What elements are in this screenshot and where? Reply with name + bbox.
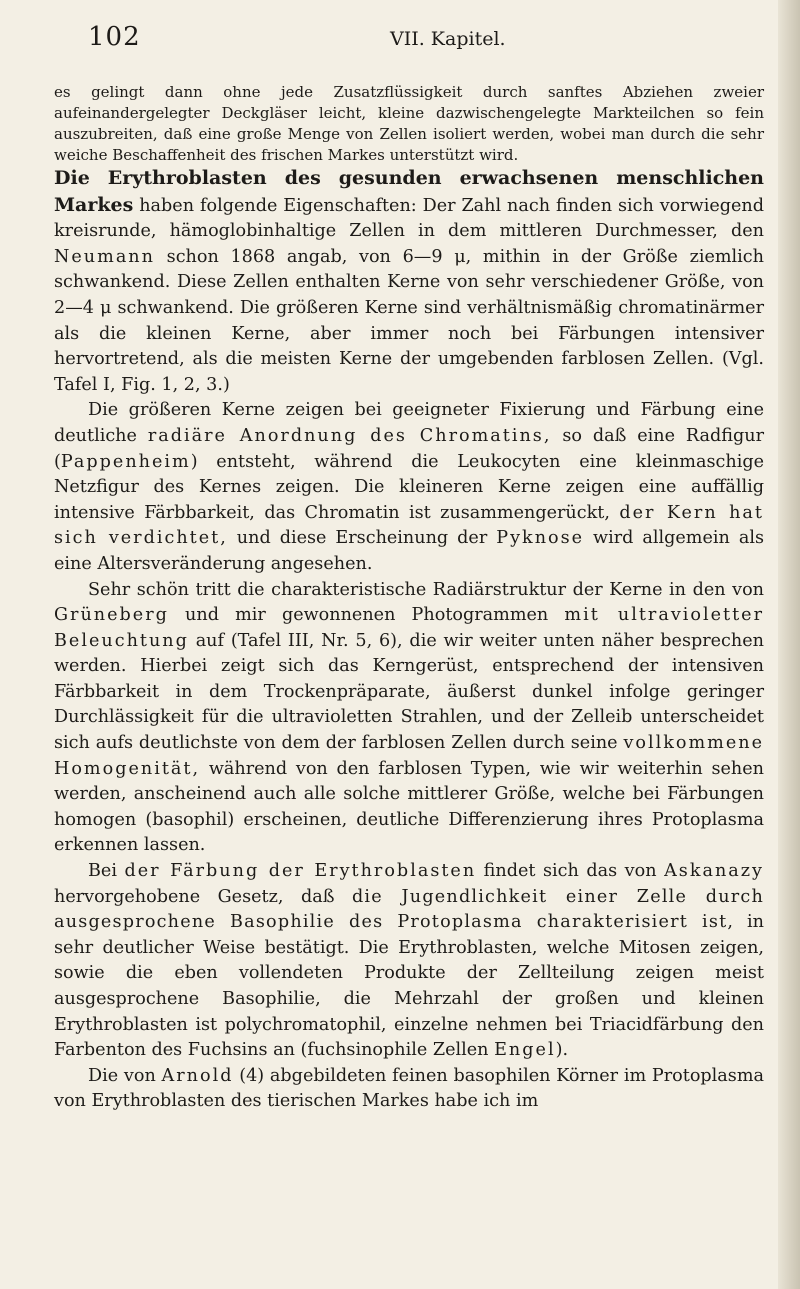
page-number: 102 — [88, 22, 141, 52]
text-span: und diese Erscheinung der — [227, 528, 497, 549]
text-span: schon 1868 angab, von 6—9 μ, mithin in der Größe ziemlich schwankend. Diese Zellen enthalten Kerne von sehr verschiedener Größe, von 2—4 μ schwankend. Die größeren Kerne sind verhältnismäßig chromatinärmer als die kleinen Kerne, aber immer noch bei Färbungen intensiver hervortretend, als die meisten Kerne der umgebenden farblosen Zellen. (Vgl. Tafel I, Fig. 1, 2, 3.) — [54, 246, 764, 395]
paragraph-3 — [54, 578, 764, 860]
author-arnold: Arnold — [161, 1065, 234, 1086]
intro-paragraph: es gelingt dann ohne jede Zusatzflüssigkeit durch sanftes Abziehen zweier aufeinandergelegter Deckgläser leicht, kleine dazwischengelegte Markteilchen so fein auszubreiten, daß eine große Menge von Zellen isoliert werden, wobei man durch die sehr weiche Beschaffenheit des frischen Markes unterstützt wird. — [54, 83, 764, 164]
chapter-title: VII. Kapitel. — [390, 28, 506, 50]
text-span: auf (Tafel III, Nr. 5, 6), die wir weiter unten näher besprechen werden. Hierbei zeigt sich das Kerngerüst, entsprechend der intensiven Färbbarkeit in dem Trockenpräparate, äußerst dunkel infolge geringer Durchlässigkeit für die ultravioletten Strahlen, und der Zelleib unterscheidet sich aufs deutlichste von dem der farblosen Zellen durch seine — [54, 630, 764, 754]
paragraph-5 — [54, 1064, 764, 1115]
paragraph-2 — [54, 398, 764, 577]
paragraph-1 — [54, 166, 764, 398]
text-span: haben folgende Eigenschaften: Der Zahl nach finden sich vorwiegend kreisrunde, hämoglobinhaltige Zellen in dem mittleren Durchmesser, den — [54, 195, 764, 242]
emph-jugendlichkeit: die Jugendlichkeit einer Zelle durch ausgesprochene Basophilie des Protoplasma charakterisiert ist, — [54, 886, 764, 933]
emph-homogenitaet: vollkommene Homogenität, — [54, 733, 764, 779]
text-span: in sehr deutlicher Weise bestätigt. Die Erythroblasten, welche Mitosen zeigen, sowie die eben vollendeten Produkte der Zellteilung zeigen meist ausgesprochene Basophilie, die Mehrzahl der großen und kleinen Erythroblasten ist polychromatophil, einzelne nehmen bei Triacidfärbung den Farbenton des Fuchsins an (fuchsinophile Zellen — [54, 912, 764, 1061]
text-span: wird allgemein als eine Altersveränderung angesehen. — [54, 528, 764, 574]
text-span: ) entsteht, während die Leukocyten eine kleinmaschige Netzfigur des Kernes zeigen. Die kleineren Kerne zeigen eine auffällig intensive Färbbarkeit, das Chromatin ist zusammengerückt, — [54, 451, 764, 523]
page-header — [60, 22, 750, 62]
emph-faerbung: der Färbung der Erythroblasten — [124, 861, 477, 882]
page-edge — [778, 0, 800, 1289]
emph-radiaere: radiäre Anordnung des Chromatins, — [147, 425, 552, 446]
author-askanazy: Askanazy — [664, 861, 764, 882]
text-span: ). — [555, 1040, 569, 1061]
paragraph-4 — [54, 859, 764, 1064]
author-neumann: Neumann — [54, 246, 155, 267]
emph-ultraviolett: mit ultravioletter Beleuchtung — [54, 605, 764, 651]
text-span: während von den farblosen Typen, wie wir weiterhin sehen werden, anscheinend auch alle solche mittlerer Größe, welche bei Färbungen homogen (basophil) erscheinen, deutliche Differenzierung ihres Protoplasma erkennen lassen. — [54, 758, 764, 856]
text-span: Die von — [88, 1065, 162, 1086]
text-span: Bei — [88, 861, 125, 882]
text-span: findet sich das von — [476, 861, 665, 882]
author-pappenheim: Pappenheim — [60, 451, 191, 472]
text-span: Die größeren Kerne zeigen bei geeigneter Fixierung und Färbung eine deutliche — [54, 400, 764, 446]
main-text — [54, 166, 764, 1115]
text-span: (4) abgebildeten feinen basophilen Körner im Protoplasma von Erythroblasten des tierischen Markes habe ich im — [54, 1065, 764, 1112]
author-engel: Engel — [494, 1040, 556, 1061]
text-span: und mir gewonnenen Photogrammen — [168, 605, 565, 626]
bold-lead: Die Erythroblasten des gesunden erwachsenen menschlichen Markes — [54, 167, 764, 216]
author-grueneberg: Grüneberg — [54, 605, 169, 626]
text-span: hervorgehobene Gesetz, daß — [54, 886, 352, 907]
emph-pyknose: Pyknose — [496, 528, 585, 549]
emph-verdichtet: der Kern hat sich verdichtet, — [54, 502, 764, 549]
text-span: so daß eine Radfigur ( — [54, 425, 764, 472]
text-span: Sehr schön tritt die charakteristische Radiärstruktur der Kerne in den von — [88, 579, 764, 600]
